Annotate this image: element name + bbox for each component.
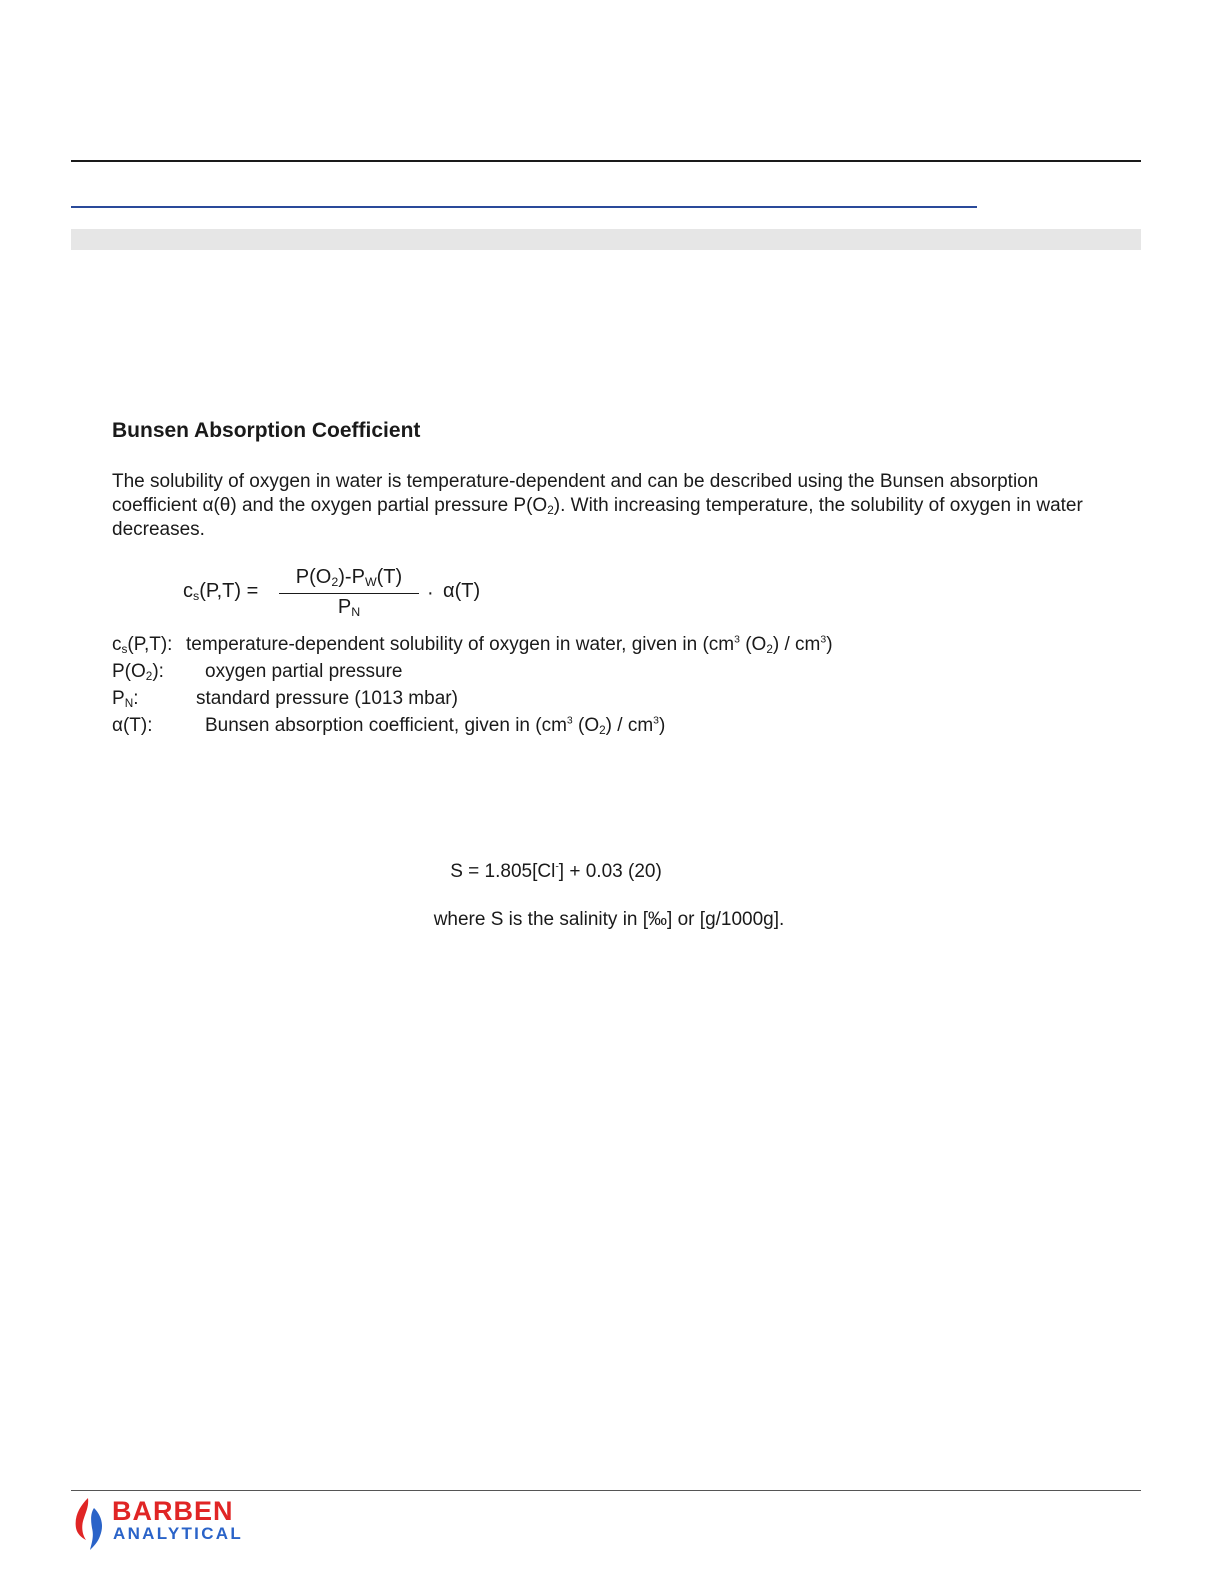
salinity-equation: S = 1.805[Cl-] + 0.03 (20)	[450, 861, 662, 882]
logo-wordmark-top: BARBEN	[112, 1496, 234, 1526]
formula-denominator: $P_N$	[337, 596, 361, 620]
header-gray-band	[71, 229, 1141, 250]
formula-numerator: $P(O_2)-P_W(T)$	[295, 566, 403, 590]
logo-wordmark-bottom: ANALYTICAL	[113, 1524, 244, 1543]
company-logo	[72, 1496, 272, 1552]
multiplication-dot: ·	[427, 582, 434, 604]
header-rule	[71, 160, 1141, 162]
definition-term: $P_N$:	[112, 688, 139, 710]
salinity-note: where S is the salinity in [‰] or [g/1000g].	[433, 909, 785, 930]
header-blue-rule	[71, 206, 977, 208]
fraction-bar	[279, 593, 419, 594]
definition-desc: temperature-dependent solubility of oxygen in water, given in ($cm^3$ $(O_2) / cm^3$)	[186, 634, 833, 656]
footer-rule	[71, 1490, 1141, 1491]
section-heading: Bunsen Absorption Coefficient	[112, 419, 421, 442]
definition-desc: standard pressure (1013 mbar)	[196, 688, 458, 709]
definition-term: α(T):	[112, 715, 153, 736]
definition-term: $P(O_2)$:	[112, 661, 164, 683]
solubility-formula	[183, 566, 523, 622]
formula-lhs: $c_s(P,T)$ =	[183, 580, 259, 604]
formula-rhs: α(T)	[443, 580, 481, 602]
definition-term: $c_s(P,T)$:	[112, 634, 173, 656]
definition-desc: oxygen partial pressure	[205, 661, 403, 682]
intro-paragraph: The solubility of oxygen in water is temperature-dependent and can be described using the Bunsen absorption coefficient α(θ) and the oxygen partial pressure $P(O_2)$. With increasing temperature, the solubility of oxygen in water decreases.	[112, 471, 1083, 540]
definition-desc: Bunsen absorption coefficient, given in ($cm^3$ $(O_2) / cm^3$)	[205, 715, 666, 737]
logo-mark-icon	[72, 1496, 110, 1552]
